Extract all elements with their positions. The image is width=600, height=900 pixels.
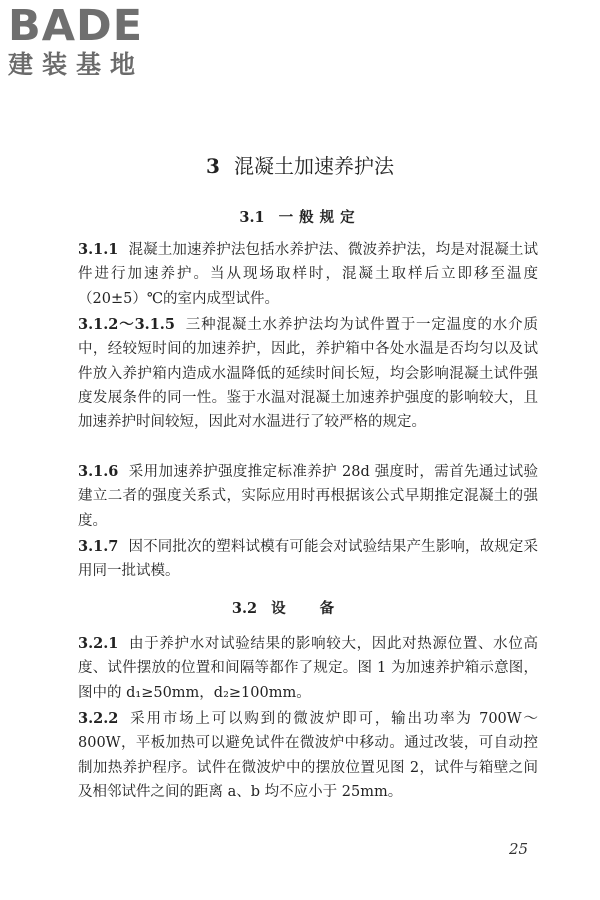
clause-3-2-1 (78, 632, 538, 705)
clause-number: 3.1.6 (78, 463, 119, 480)
section-number: 3.1 (239, 209, 265, 226)
section-title-text: 设备 (271, 600, 369, 617)
chapter-number: 3 (206, 154, 220, 178)
clause-number: 3.2.1 (78, 635, 119, 652)
clause-text: 因不同批次的塑料试模有可能会对试验结果产生影响，故规定采用同一批试模。 (78, 539, 538, 580)
clause-number: 3.1.2～3.1.5 (78, 316, 175, 333)
logo-wordmark: BADE (8, 1, 144, 51)
clause-3-2-2 (78, 707, 538, 804)
chapter-title (0, 150, 600, 179)
logo-subtitle: 建装基地 (8, 50, 145, 79)
clause-3-1-7 (78, 535, 538, 584)
clause-text: 由于养护水对试验结果的影响较大，因此对热源位置、水位高度、试件摆放的位置和间隔等都作了规定。图 1 为加速养护箱示意图，图中的 d₁≥50mm，d₂≥100mm。 (78, 636, 538, 701)
page-number: 25 (509, 840, 529, 858)
clause-3-1-6 (78, 460, 538, 533)
clause-number: 3.1.7 (78, 538, 119, 555)
clause-text: 采用加速养护强度推定标准养护 28d 强度时，需首先通过试验建立二者的强度关系式，实际应用时再根据该公式早期推定混凝土的强度。 (78, 464, 538, 529)
clause-number: 3.2.2 (78, 710, 119, 727)
brand-logo (8, 1, 178, 80)
chapter-title-text: 混凝土加速养护法 (233, 154, 394, 178)
section-heading-general (0, 206, 600, 227)
clause-3-1-2-to-3-1-5 (78, 313, 538, 434)
clause-number: 3.1.1 (78, 241, 119, 258)
clause-text: 采用市场上可以购到的微波炉即可，输出功率为 700W～800W，平板加热可以避免试件在微波炉中移动。通过改装，可自动控制加热养护程序。试件在微波炉中的摆放位置见图 2，试件与箱壁之间及相邻试件之间的距离 a、b 均不应小于 25mm。 (78, 711, 538, 800)
section-heading-equipment (0, 597, 600, 618)
clause-text: 三种混凝土水养护法均为试件置于一定温度的水介质中，经较短时间的加速养护，因此，养护箱中各处水温是否均匀以及试件放入养护箱内造成水温降低的延续时间长短，均会影响混凝土试件强度发展条件的同一性。鉴于水温对混凝土加速养护强度的影响较大，且加速养护时间较短，因此对水温进行了较严格的规定。 (78, 317, 538, 431)
section-title-text: 一般规定 (278, 209, 361, 226)
section-number: 3.2 (231, 600, 258, 617)
clause-3-1-1 (78, 238, 538, 311)
clause-text: 混凝土加速养护法包括水养护法、微波养护法，均是对混凝土试件进行加速养护。当从现场取样时，混凝土取样后立即移至温度（20±5）℃的室内成型试件。 (78, 242, 538, 307)
